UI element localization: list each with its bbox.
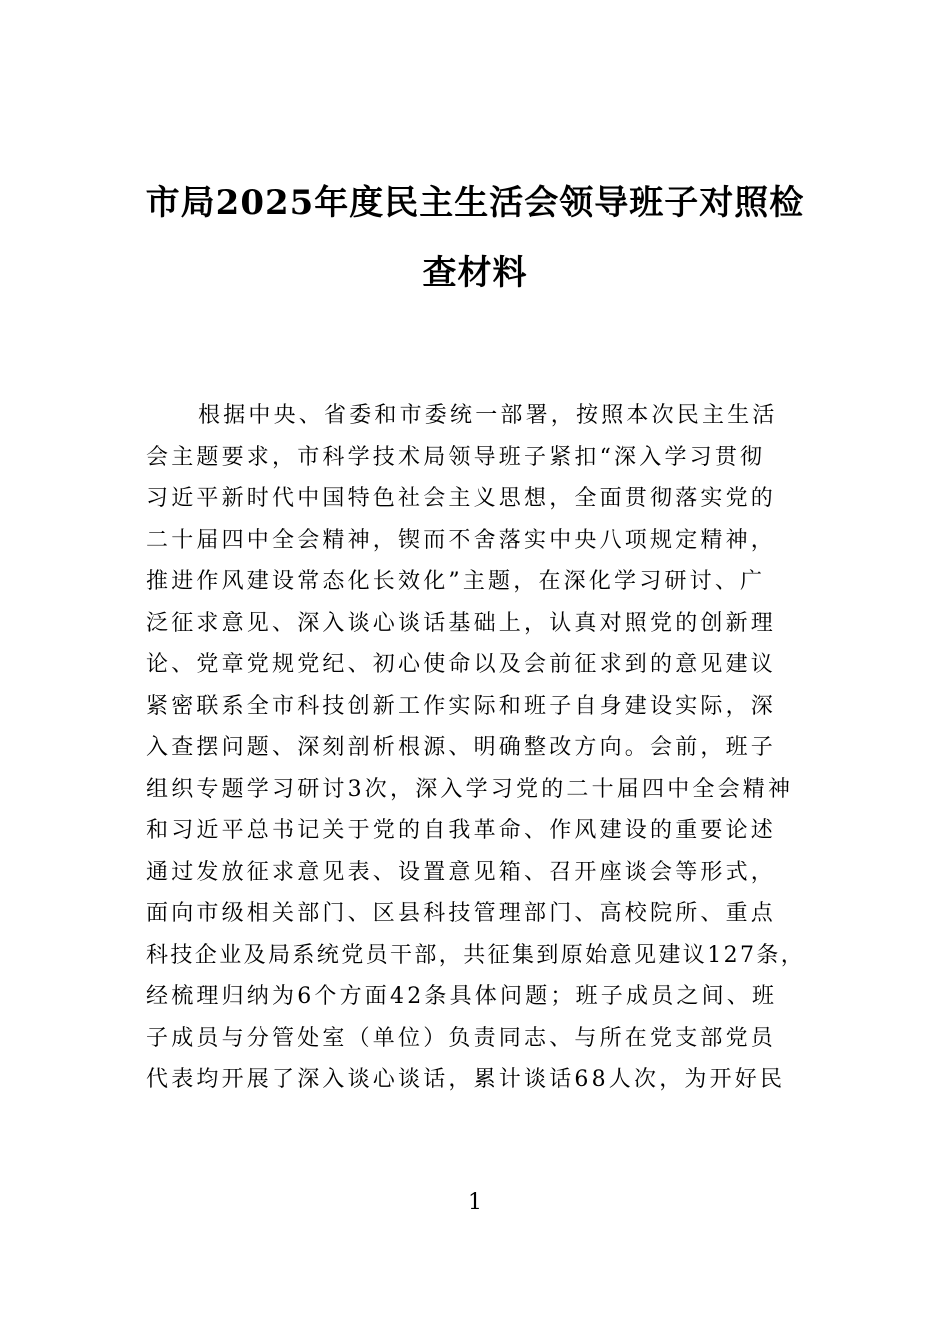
body-line: 根据中央、省委和市委统一部署，按照本次民主生活 — [198, 403, 778, 428]
body-line: 和习近平总书记关于党的自我革命、作风建设的重要论述 — [146, 818, 777, 843]
body-line: 会主题要求，市科学技术局领导班子紧扣“深入学习贯彻 — [146, 444, 766, 470]
title-line-1: 市局2025年度民主生活会领导班子对照检 — [145, 183, 805, 223]
body-line: 紧密联系全市科技创新工作实际和班子自身建设实际，深 — [146, 693, 777, 719]
title-line-2: 查材料 — [422, 253, 528, 293]
body-line: 推进作风建设常态化长效化”主题，在深化学习研讨、广 — [146, 569, 766, 594]
body-line: 子成员与分管处室（单位）负责同志、与所在党支部党员 — [146, 1025, 777, 1051]
page-number: 1 — [468, 1190, 482, 1215]
body-line: 科技企业及局系统党员干部，共征集到原始意见建议127条， — [146, 942, 806, 968]
body-line: 论、党章党规党纪、初心使命以及会前征求到的意见建议 — [146, 652, 777, 677]
body-line: 入查摆问题、深刻剖析根源、明确整改方向。会前，班子 — [146, 735, 777, 760]
body-paragraph — [146, 395, 810, 1101]
document-title — [120, 168, 830, 308]
body-line: 组织专题学习研讨3次，深入学习党的二十届四中全会精神 — [146, 776, 794, 802]
body-line: 面向市级相关部门、区县科技管理部门、高校院所、重点 — [146, 901, 777, 926]
body-line: 通过发放征求意见表、设置意见箱、召开座谈会等形式， — [146, 859, 777, 885]
body-line: 泛征求意见、深入谈心谈话基础上，认真对照党的创新理 — [146, 610, 777, 636]
body-line: 习近平新时代中国特色社会主义思想，全面贯彻落实党的 — [146, 486, 777, 511]
body-line: 代表均开展了深入谈心谈话，累计谈话68人次，为开好民 — [146, 1067, 786, 1092]
body-line: 经梳理归纳为6个方面42条具体问题；班子成员之间、班 — [146, 984, 778, 1009]
body-line: 二十届四中全会精神，锲而不舍落实中央八项规定精神， — [146, 527, 777, 553]
